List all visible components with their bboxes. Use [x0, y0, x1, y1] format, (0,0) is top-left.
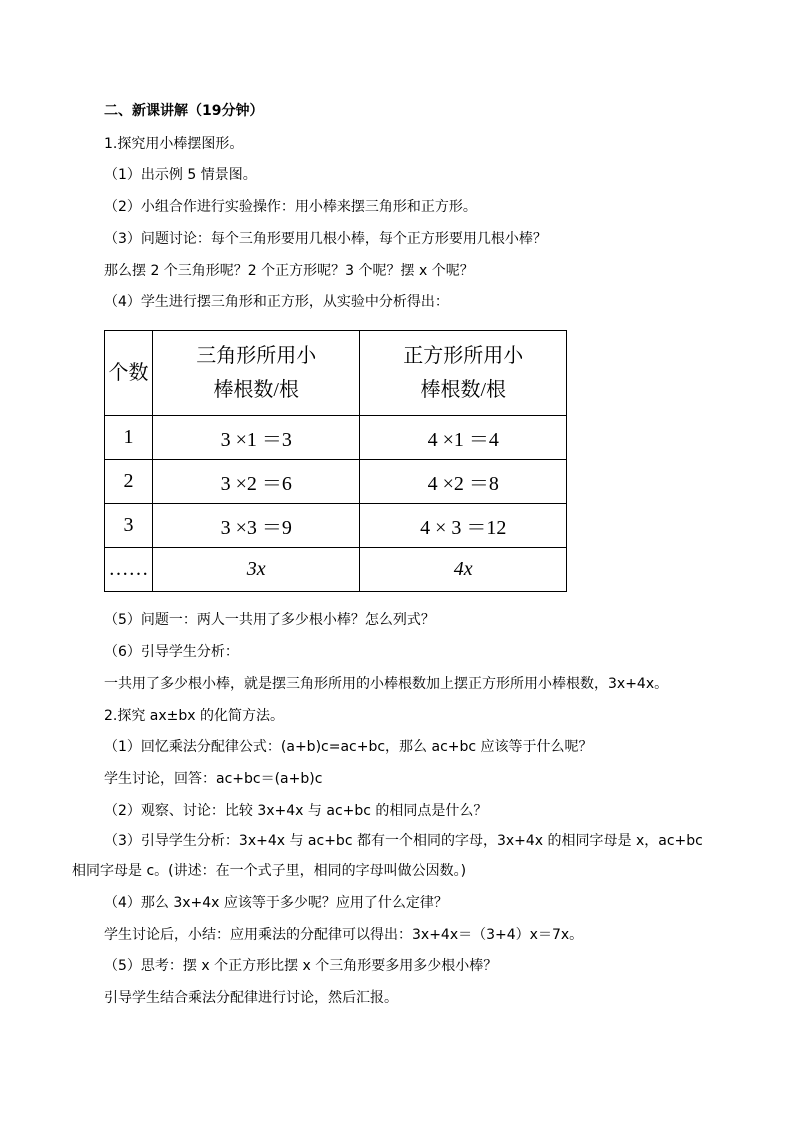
header-count: 个数 [105, 331, 153, 416]
header-square-line1: 正方形所用小 [403, 345, 524, 367]
paragraph-line: 1.探究用小棒摆图形。 [104, 136, 244, 152]
cell-count: …… [105, 548, 153, 592]
paragraph-line: （4）那么 3x+4x 应该等于多少呢？应用了什么定律？ [104, 895, 448, 911]
table-row [105, 416, 567, 460]
paragraph-line: 引导学生结合乘法分配律进行讨论，然后汇报。 [104, 990, 398, 1006]
cell-square: 4 ×2 ＝8 [360, 460, 567, 504]
header-square-line2: 棒根数/根 [420, 379, 507, 401]
table-row [105, 460, 567, 504]
paragraph-line: （3）引导学生分析：3x+4x 与 ac+bc 都有一个相同的字母，3x+4x 的相同字母是 x，ac+bc [104, 833, 703, 849]
cell-triangle: 3 ×3 ＝9 [152, 504, 360, 548]
cell-count: 1 [105, 416, 153, 460]
header-triangle-line1: 三角形所用小 [196, 345, 317, 367]
cell-triangle: 3x [152, 548, 360, 592]
paragraph-line: （4）学生进行摆三角形和正方形，从实验中分析得出： [104, 294, 449, 310]
paragraph-line: （5）问题一：两人一共用了多少根小棒？怎么列式？ [104, 612, 435, 628]
cell-square: 4 ×1 ＝4 [360, 416, 567, 460]
header-square [360, 331, 567, 416]
stick-count-table [104, 330, 567, 592]
section-title: 二、新课讲解（19分钟） [104, 103, 264, 119]
paragraph-line: （3）问题讨论：每个三角形要用几根小棒，每个正方形要用几根小棒？ [104, 231, 547, 247]
cell-count: 2 [105, 460, 153, 504]
cell-square: 4 × 3 ＝12 [360, 504, 567, 548]
paragraph-line: （2）观察、讨论：比较 3x+4x 与 ac+bc 的相同点是什么？ [104, 803, 488, 819]
paragraph-line: 学生讨论，回答：ac+bc＝(a+b)c [104, 771, 323, 787]
cell-triangle: 3 ×2 ＝6 [152, 460, 360, 504]
table-row [105, 548, 567, 592]
paragraph-line: 那么摆 2 个三角形呢？2 个正方形呢？3 个呢？摆 x 个呢？ [104, 263, 474, 279]
header-triangle [152, 331, 360, 416]
paragraph-line: 相同字母是 c。(讲述：在一个式子里，相同的字母叫做公因数。) [72, 863, 467, 879]
table-header-row [105, 331, 567, 416]
paragraph-line: （5）思考：摆 x 个正方形比摆 x 个三角形要多用多少根小棒？ [104, 958, 498, 974]
paragraph-line: 2.探究 ax±bx 的化简方法。 [104, 708, 285, 724]
table-row [105, 504, 567, 548]
paragraph-line: 一共用了多少根小棒，就是摆三角形所用的小棒根数加上摆正方形所用小棒根数，3x+4x。 [104, 676, 669, 692]
paragraph-line: （1）回忆乘法分配律公式：(a+b)c=ac+bc，那么 ac+bc 应该等于什么呢？ [104, 739, 593, 755]
paragraph-line: （6）引导学生分析： [104, 644, 239, 660]
cell-square: 4x [360, 548, 567, 592]
cell-count: 3 [105, 504, 153, 548]
paragraph-line: （1）出示例 5 情景图。 [104, 167, 257, 183]
cell-triangle: 3 ×1 ＝3 [152, 416, 360, 460]
header-triangle-line2: 棒根数/根 [213, 379, 299, 401]
paragraph-line: 学生讨论后，小结：应用乘法的分配律可以得出：3x+4x＝（3+4）x＝7x。 [104, 927, 584, 943]
paragraph-line: （2）小组合作进行实验操作：用小棒来摆三角形和正方形。 [104, 199, 477, 215]
